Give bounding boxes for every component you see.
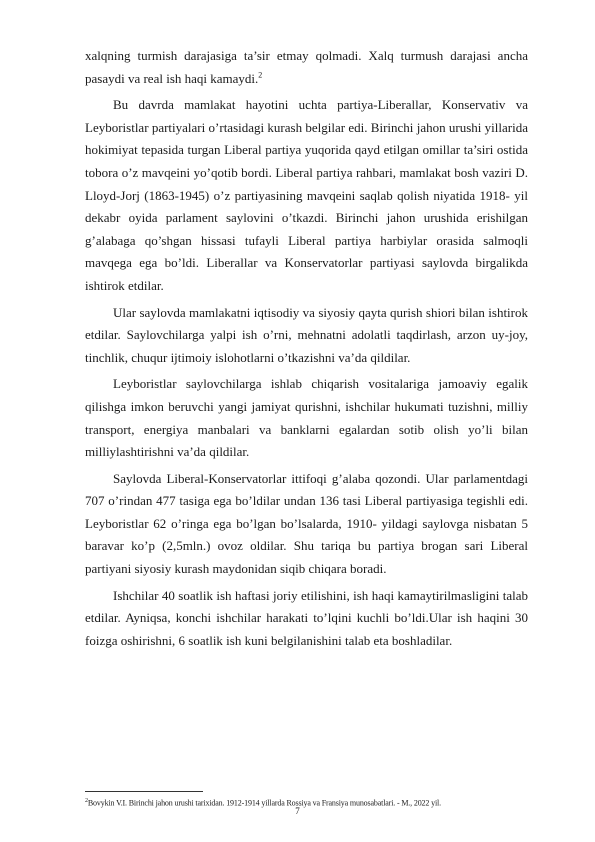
paragraph-6: Ishchilar 40 soatlik ish haftasi joriy etilishini, ish haqi kamaytirilmasligini talab etdilar. Ayniqsa, konchi ishchilar harakati to’lqini kuchli bo’ldi.Ular ish haqini 30 foizga oshirishni, 6 soatlik ish kuni belgilanishini talab eta boshladilar.	[85, 587, 528, 648]
footnote-text: Bovykin V.I. Birinchi jahon urushi tarixidan. 1912-1914 yillarda Rossiya va Fransiya munosabatlari. - M., 2022 yil.	[87, 798, 441, 808]
paragraph-1-text: xalqning turmish darajasiga ta’sir etmay qolmadi. Xalq turmush darajasi ancha pasaydi va real ish haqi kamaydi.	[85, 48, 528, 86]
footnote-ref[interactable]: 2	[258, 70, 263, 80]
footnote-divider	[85, 791, 203, 792]
page-number: 7	[295, 806, 300, 816]
footnote-mark: 2	[85, 798, 88, 804]
paragraph-5: Saylovda Liberal-Konservatorlar ittifoqi g’alaba qozondi. Ular parlamentdagi 707 o’rindan 477 tasiga ega bo’ldilar undan 136 tasi Liberal partiyasiga tegishli edi. Leyboristlar 62 o’ringa ega bo’lgan bo’lsalarda, 1910- yildagi saylovga nisbatan 5 baravar ko’p (2,5mln.) ovoz oldilar. Shu tariqa bu partiya brogan sari Liberal partiyani siyosiy kurash maydonidan siqib chiqara boradi.	[85, 470, 528, 577]
paragraph-1	[85, 45, 528, 90]
document-body	[85, 45, 528, 656]
paragraph-4: Leyboristlar saylovchilarga ishlab chiqarish vositalariga jamoaviy egalik qilishga imkon beruvchi yangi jamiyat qurishni, ishchilar hukumati tuzishni, milliy transport, energiya manbalari va banklarni egalardan sotib olish yo’li bilan milliylashtirishni va’da qildilar.	[85, 376, 528, 460]
paragraph-3: Ular saylovda mamlakatni iqtisodiy va siyosiy qayta qurish shiori bilan ishtirok etdilar. Saylovchilarga yalpi ish o’rni, mehnatni adolatli taqdirlash, arzon uy-joy, tinchlik, chuqur ijtimoiy islohotlarni o’tkazishni va’da qildilar.	[85, 304, 528, 365]
paragraph-2: Bu davrda mamlakat hayotini uchta partiya-Liberallar, Konservativ va Leyboristlar partiyalari o’rtasidagi kurash belgilar edi. Birinchi jahon urushi yillarida hokimiyat tepasida turgan Liberal partiya yuqorida qayd etilgan omillar ta’siri ostida tobora o’z mavqeini yo’qotib bordi. Liberal partiya rahbari, mamlakat bosh vaziri D. Lloyd-Jorj (1863-1945) o’z partiyasining mavqeini saqlab qolish niyatida 1918- yil dekabr oyida parlament saylovini o’tkazdi. Birinchi jahon urushida erishilgan g’alabaga qo’shgan hissasi tufayli Liberal partiya harbiylar orasida salmoqli mavqega ega bo’ldi. Liberallar va Konservatorlar partiyasi saylovda birgalikda ishtirok etdilar.	[85, 97, 528, 293]
